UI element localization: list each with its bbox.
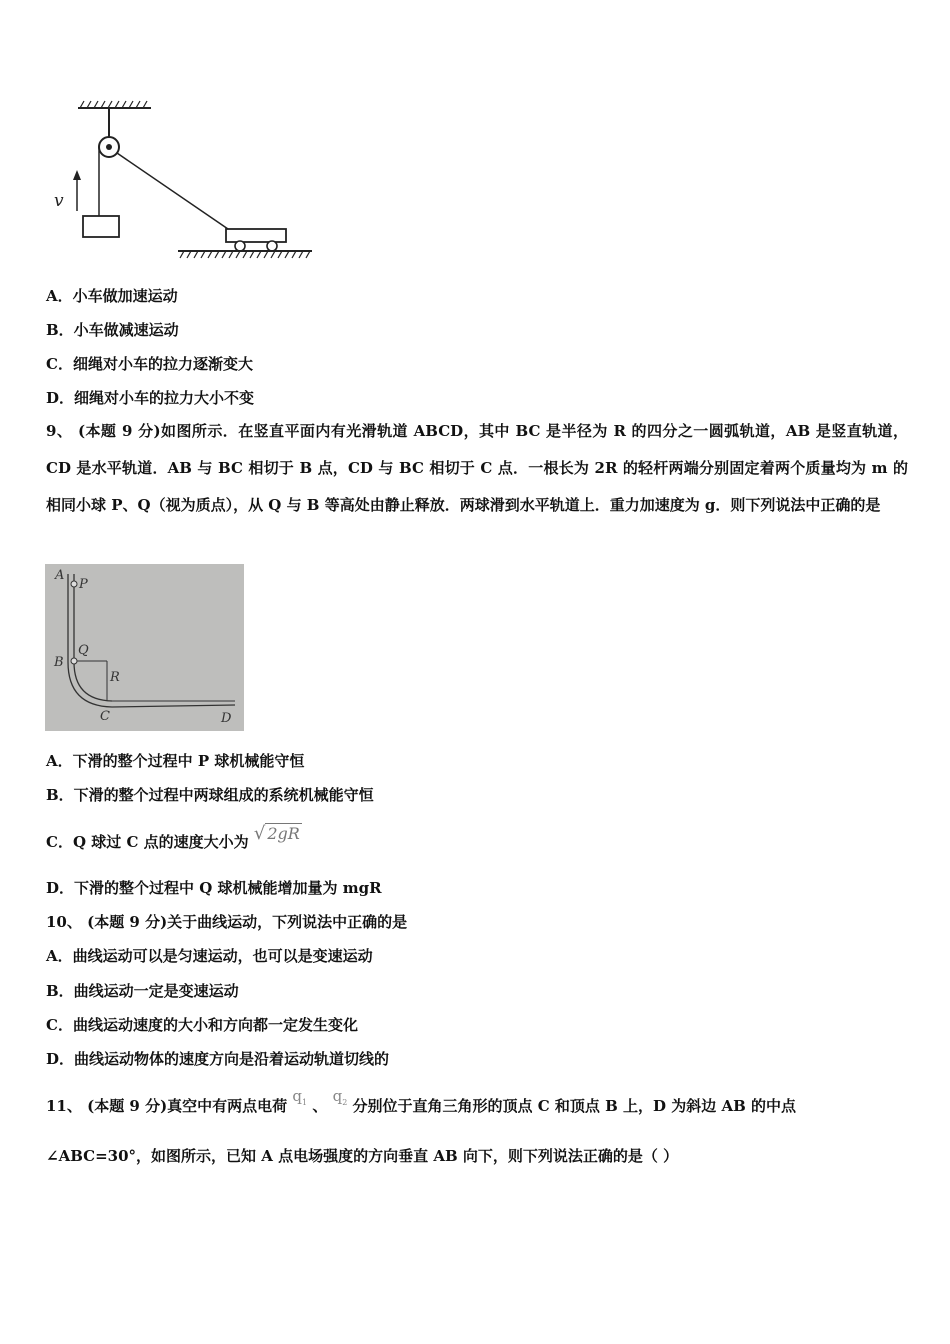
label-p: P (79, 577, 88, 592)
q11-prefix: 11、 (本题 9 分)真空中有两点电荷 (46, 1097, 288, 1115)
q10-stem: 10、 (本题 9 分)关于曲线运动，下列说法中正确的是 (46, 913, 408, 931)
ball-p (71, 581, 77, 587)
label-d: D (221, 711, 232, 726)
q9-option-c-text: C．Q 球过 C 点的速度大小为 (46, 833, 249, 851)
q8-option-b: B．小车做减速运动 (46, 321, 179, 339)
q11-stem-line2: ∠ABC=30°，如图所示，已知 A 点电场强度的方向垂直 AB 向下，则下列说法正确的是（ ） (46, 1147, 679, 1165)
track-figure (45, 564, 244, 731)
label-c: C (100, 709, 110, 724)
q9-option-d: D．下滑的整个过程中 Q 球机械能增加量为 mgR (46, 879, 382, 897)
q9-option-b: B．下滑的整个过程中两球组成的系统机械能守恒 (46, 786, 374, 804)
label-r: R (110, 670, 120, 685)
q10-option-a: A．曲线运动可以是匀速运动，也可以是变速运动 (46, 947, 373, 965)
label-a: A (55, 568, 65, 583)
label-q: Q (78, 643, 89, 658)
q10-option-b: B．曲线运动一定是变速运动 (46, 982, 239, 1000)
q10-option-d: D．曲线运动物体的速度方向是沿着运动轨道切线的 (46, 1050, 390, 1068)
q9-stem: 9、 (本题 9 分)如图所示．在竖直平面内有光滑轨道 ABCD，其中 BC 是半径为 R 的四分之一圆弧轨道，AB 是竖直轨道，CD 是水平轨道．AB 与 BC 相切于 B 点，CD 与 BC 相切于 C 点．一根长为 2R 的轻杆两端分别固定着两个质量均为 m 的相同小球 P、Q（视为质点），从 Q 与 B 等高处由静止释放．两球滑到水平轨道上．重力加速度为 g．则下列说法中正确的是 (46, 422, 908, 514)
velocity-label: v (54, 191, 64, 211)
q2-symbol: $q_2$ (332, 1087, 348, 1107)
hanging-block (83, 216, 119, 237)
q11-sep: 、 (312, 1097, 328, 1115)
q1-symbol: $q_1$ (292, 1087, 308, 1107)
q8-option-c: C．细绳对小车的拉力逐渐变大 (46, 355, 253, 373)
q8-option-d: D．细绳对小车的拉力大小不变 (46, 389, 255, 407)
q11-suffix: 分别位于直角三角形的顶点 C 和顶点 B 上，D 为斜边 AB 的中点 (352, 1097, 797, 1115)
sqrt-radicand: 2gR (267, 824, 300, 843)
q9-option-a: A．下滑的整个过程中 P 球机械能守恒 (46, 752, 305, 770)
q9-option-c (46, 823, 302, 852)
label-b: B (54, 655, 64, 670)
ball-q (71, 658, 77, 664)
sqrt-expression: √ 2gR (253, 823, 300, 844)
q8-option-a: A．小车做加速运动 (46, 287, 178, 305)
cart (226, 229, 286, 242)
q11-stem-line1 (46, 1087, 797, 1123)
q10-option-c: C．曲线运动速度的大小和方向都一定发生变化 (46, 1016, 358, 1034)
pulley-cart-figure (48, 96, 318, 266)
